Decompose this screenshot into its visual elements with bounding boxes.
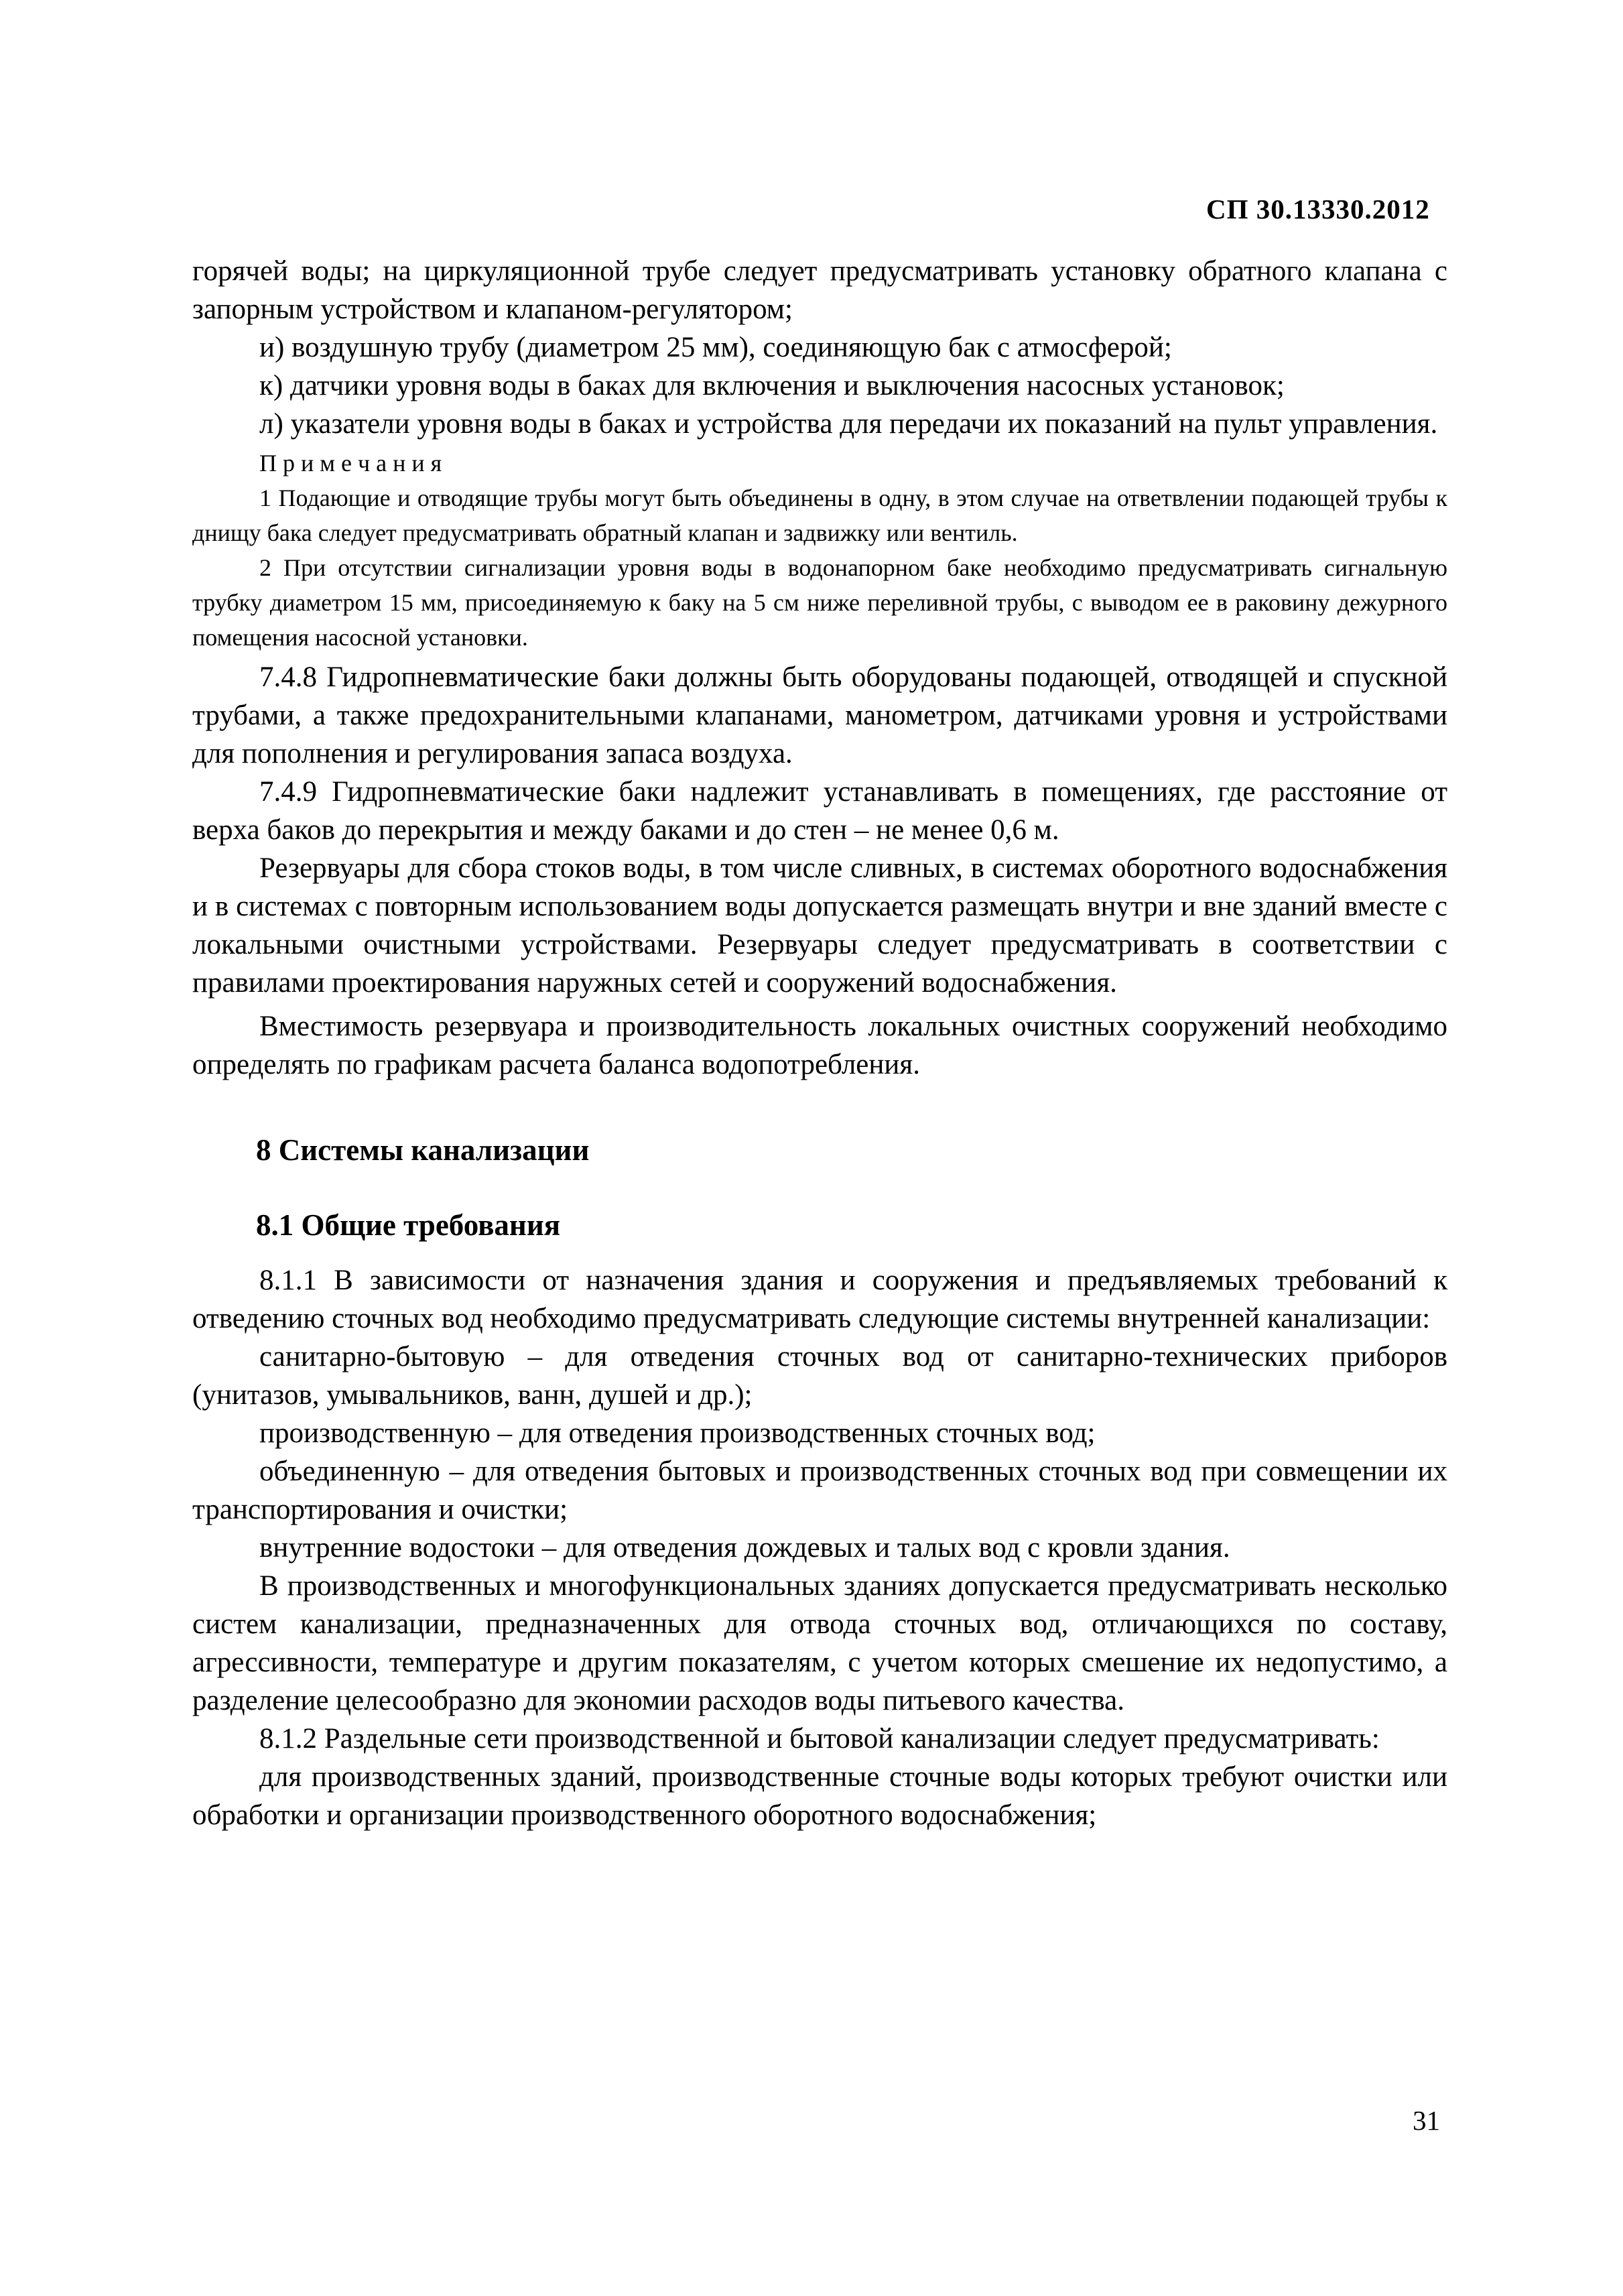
paragraph-reservoirs: Резервуары для сбора стоков воды, в том числе сливных, в системах оборотного водоснабжения и в системах с повторным использованием воды допускается размещать внутри и вне зданий вместе с локальными очистными устройствами. Резервуары следует предусматривать в соответствии с правилами проектирования наружных сетей и сооружений водоснабжения. bbox=[192, 852, 1447, 999]
list-item-l-level-indicators: л) указатели уровня воды в баках и устройства для передачи их показаний на пульт управления. bbox=[259, 408, 1438, 440]
paragraph-internal-drains: внутренние водостоки – для отведения дождевых и талых вод с кровли здания. bbox=[259, 1532, 1230, 1564]
paragraph-industrial-system: производственную – для отведения производственных сточных вод; bbox=[259, 1417, 1096, 1449]
paragraph-sanitary-system: санитарно-бытовую – для отведения сточных вод от санитарно-технических приборов (унитазов, умывальников, ванн, душей и др.); bbox=[192, 1341, 1447, 1411]
list-item-i-air-pipe: и) воздушную трубу (диаметром 25 мм), соединяющую бак с атмосферой; bbox=[259, 332, 1172, 363]
paragraph-for-industrial-buildings: для производственных зданий, производственные сточные воды которых требуют очистки или обработки и организации производственного оборотного водоснабжения; bbox=[192, 1761, 1447, 1831]
paragraph-combined-system: объединенную – для отведения бытовых и производственных сточных вод при совмещении их транспортирования и очистки; bbox=[192, 1456, 1447, 1525]
notes-title: П р и м е ч а н и я bbox=[259, 450, 442, 476]
paragraph-7-4-9: 7.4.9 Гидропневматические баки надлежит устанавливать в помещениях, где расстояние от верха баков до перекрытия и между баками и до стен – не менее 0,6 м. bbox=[192, 776, 1447, 846]
paragraph-8-1-2: 8.1.2 Раздельные сети производственной и бытовой канализации следует предусматривать: bbox=[259, 1723, 1380, 1755]
paragraph-7-4-8: 7.4.8 Гидропневматические баки должны быть оборудованы подающей, отводящей и спускной трубами, а также предохранительными клапанами, манометром, датчиками уровня и устройствами для пополнения и регулирования запаса воздуха. bbox=[192, 661, 1447, 769]
section-heading-8: 8 Системы канализации bbox=[256, 1133, 590, 1167]
paragraph-8-1-1: 8.1.1 В зависимости от назначения здания и сооружения и предъявляемых требований к отведению сточных вод необходимо предусматривать следующие системы внутренней канализации: bbox=[192, 1265, 1447, 1334]
page-number: 31 bbox=[1413, 2105, 1440, 2136]
note-2: 2 При отсутствии сигнализации уровня воды в водонапорном баке необходимо предусматривать сигнальную трубку диаметром 15 мм, присоединяемую к баку на 5 см ниже переливной трубы, с выводом ее в раковину дежурного помещения насосной установки. bbox=[192, 554, 1447, 651]
page-content bbox=[192, 252, 1447, 1834]
paragraph-reservoir-capacity: Вместимость резервуара и производительность локальных очистных сооружений необходимо определять по графикам расчета баланса водопотребления. bbox=[192, 1011, 1447, 1080]
paragraph-hot-water-continued: горячей воды; на циркуляционной трубе следует предусматривать установку обратного клапана с запорным устройством и клапаном-регулятором; bbox=[192, 255, 1447, 325]
note-1: 1 Подающие и отводящие трубы могут быть объединены в одну, в этом случае на ответвлении подающей трубы к днищу бака следует предусматривать обратный клапан и задвижку или вентиль. bbox=[192, 485, 1447, 546]
section-heading-8-1: 8.1 Общие требования bbox=[256, 1208, 561, 1242]
list-item-k-level-sensors: к) датчики уровня воды в баках для включения и выключения насосных установок; bbox=[259, 370, 1285, 401]
paragraph-multiple-systems: В производственных и многофункциональных зданиях допускается предусматривать несколько систем канализации, предназначенных для отвода сточных вод, отличающихся по составу, агрессивности, температуре и другим показателям, с учетом которых смешение их недопустимо, а разделение целесообразно для экономии расходов воды питьевого качества. bbox=[192, 1570, 1447, 1716]
notes-block bbox=[192, 446, 1447, 655]
doc-code-header: СП 30.13330.2012 bbox=[1206, 194, 1430, 225]
